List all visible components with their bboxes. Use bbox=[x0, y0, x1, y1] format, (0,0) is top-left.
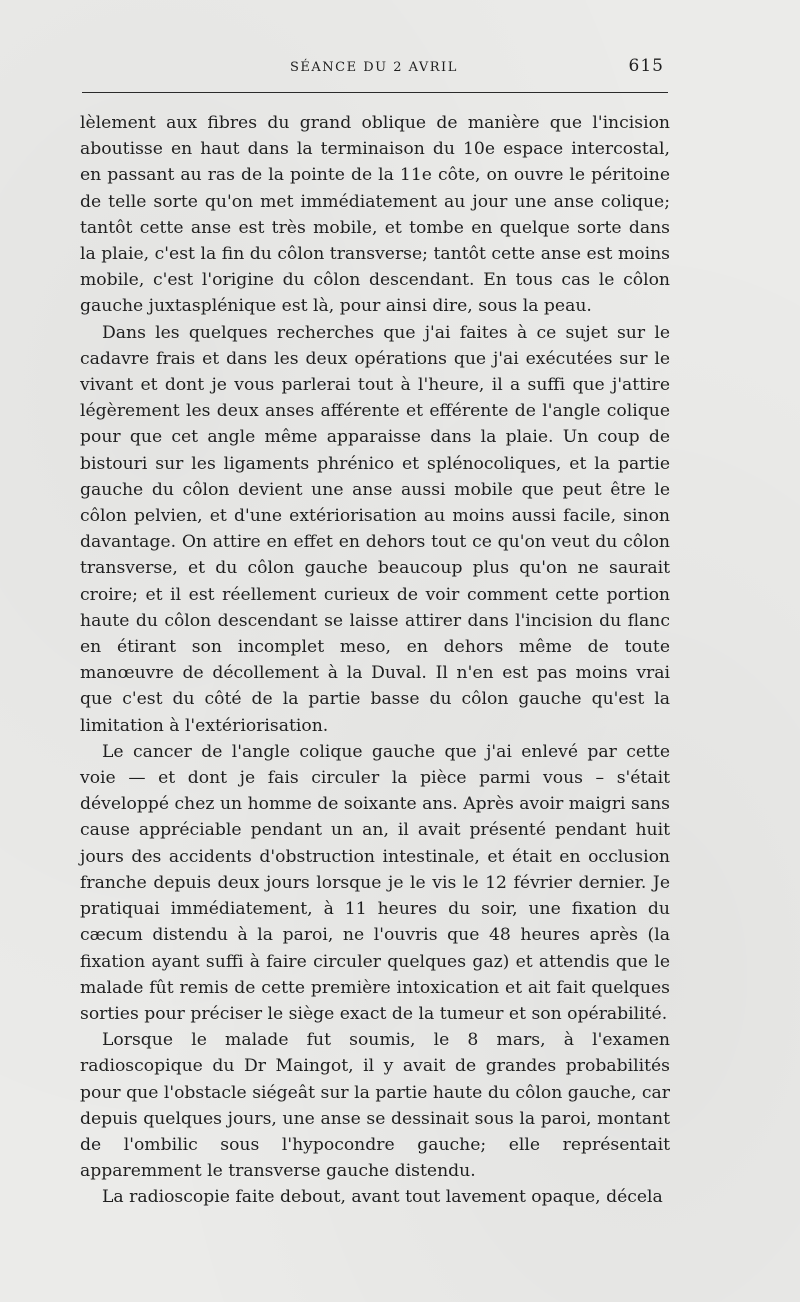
body-text bbox=[80, 110, 670, 1211]
running-head bbox=[82, 56, 668, 80]
paragraph-3: Le cancer de l'angle colique gauche que j'ai enlevé par cette voie — et dont je fais circuler la pièce parmi vous – s'était développé chez un homme de soixante ans. Après avoir maigri sans cause appréciable pendant un an, il avait présenté pendant huit jours des accidents d'obstruction intestinale, et était en occlusion franche depuis deux jours lorsque je le vis le 12 février dernier. Je pratiquai immédiatement, à 11 heures du soir, une fixation du cæcum distendu à la paroi, ne l'ouvris que 48 heures après (la fixation ayant suffi à faire circuler quelques gaz) et attendis que le malade fût remis de cette première intoxication et ait fait quelques sorties pour préciser le siège exact de la tumeur et son opérabilité. bbox=[80, 741, 670, 1024]
paragraph-1: lèlement aux fibres du grand oblique de manière que l'incision aboutisse en haut dans la terminaison du 10e espace intercostal, en passant au ras de la pointe de la 11e côte, on ouvre le péritoine de telle sorte qu'on met immédiatement au jour une anse colique; tantôt cette anse est très mobile, et tombe en quelque sorte dans la plaie, c'est la fin du côlon transverse; tantôt cette anse est moins mobile, c'est l'origine du côlon descendant. En tous cas le côlon gauche juxtasplénique est là, pour ainsi dire, sous la peau. bbox=[80, 113, 670, 317]
header-rule bbox=[82, 92, 668, 93]
paragraph-5: La radioscopie faite debout, avant tout lavement opaque, décela bbox=[102, 1187, 663, 1208]
paragraph-2: Dans les quelques recherches que j'ai faites à ce sujet sur le cadavre frais et dans les deux opérations que j'ai exécutées sur le vivant et dont je vous parlerai tout à l'heure, il a suffi que j'attire légèrement les deux anses afférente et efférente de l'angle colique pour que cet angle même apparaisse dans la plaie. Un coup de bistouri sur les ligaments phrénico et splénocoliques, et la partie gauche du côlon devient une anse aussi mobile que peut être le côlon pelvien, et d'une extériorisation au moins aussi facile, sinon davantage. On attire en effet en dehors tout ce qu'on veut du côlon transverse, et du côlon gauche beaucoup plus qu'on ne saurait croire; et il est réellement curieux de voir comment cette portion haute du côlon descendant se laisse attirer dans l'incision du flanc en étirant son incomplet meso, en dehors même de toute manœuvre de décollement à la Duval. Il n'en est pas moins vrai que c'est du côté de la partie basse du côlon gauche qu'est la limitation à l'extériorisation. bbox=[80, 322, 670, 736]
page-number: 615 bbox=[628, 56, 664, 76]
paragraph-4: Lorsque le malade fut soumis, le 8 mars, à l'examen radioscopique du Dr Maingot, il y avait de grandes probabilités pour que l'obstacle siégeât sur la partie haute du côlon gauche, car depuis quelques jours, une anse se dessinait sous la paroi, montant de l'ombilic sous l'hypocondre gauche; elle représentait apparemment le transverse gauche distendu. bbox=[80, 1030, 670, 1182]
running-title: SÉANCE DU 2 AVRIL bbox=[290, 60, 458, 75]
